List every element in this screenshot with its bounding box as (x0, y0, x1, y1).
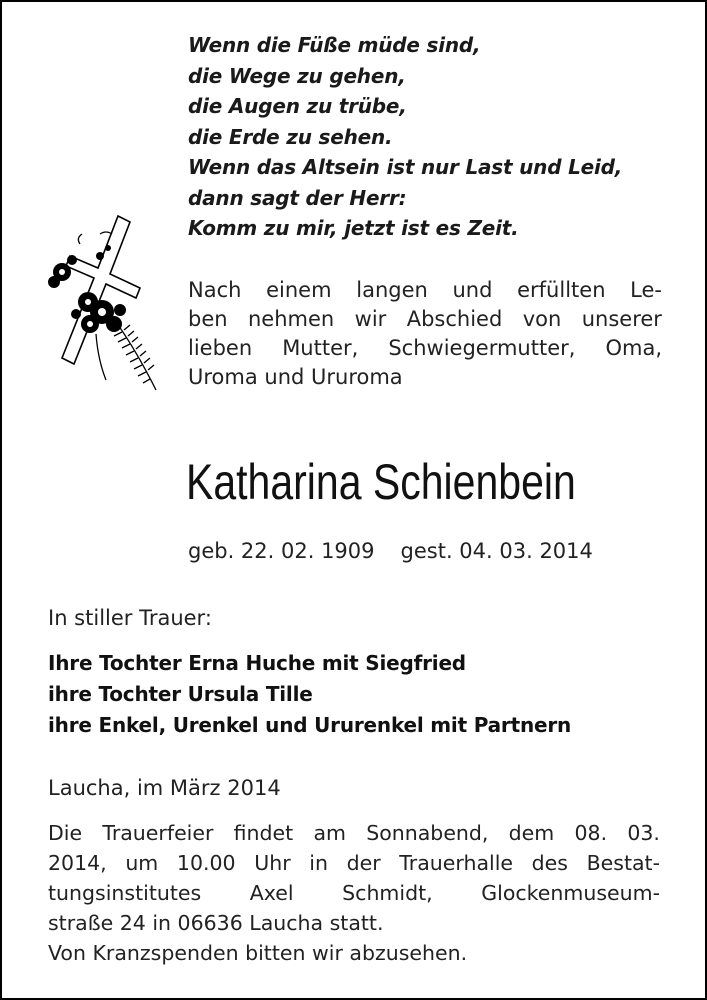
family-line: ihre Enkel, Urenkel und Ururenkel mit Partnern (48, 713, 572, 737)
word: in (309, 851, 328, 875)
funeral-line (48, 848, 660, 878)
word: Trauerhalle (399, 851, 514, 875)
word: Oma, (605, 336, 662, 360)
cross-with-roses-icon (40, 214, 162, 394)
word: Glockenmuseum- (481, 881, 660, 905)
family-line: Ihre Tochter Erna Huche mit Siegfried (48, 651, 466, 675)
word: Trauerfeier (102, 821, 214, 845)
family-list (48, 648, 571, 741)
word: Axel (249, 881, 294, 905)
funeral-line (48, 878, 660, 908)
word: Sonnabend, (366, 821, 489, 845)
word: Schmidt, (342, 881, 433, 905)
poem-line: die Wege zu gehen, (188, 63, 406, 88)
word: der (346, 851, 381, 875)
intro-line (188, 305, 662, 334)
poem-line: die Erde zu sehen. (188, 124, 393, 149)
word: lieben (188, 336, 253, 360)
word: dem (508, 821, 555, 845)
word: Abschied (406, 307, 503, 331)
word: Schwiegermutter, (388, 336, 576, 360)
word: Mutter, (282, 336, 359, 360)
word: 10.00 (176, 851, 236, 875)
word: Die (48, 821, 83, 845)
intro-line (188, 276, 662, 305)
poem-line: die Augen zu trübe, (188, 94, 407, 118)
poem-line: Komm zu mir, jetzt ist es Zeit. (188, 216, 519, 240)
poem-line: dann sagt der Herr: (188, 185, 407, 210)
word: findet (233, 821, 294, 845)
word: von (522, 307, 562, 331)
word: straße 24 in 06636 Laucha statt. (48, 911, 384, 935)
place-date: Laucha, im März 2014 (48, 776, 281, 800)
word: und (452, 278, 493, 302)
poem-line: Wenn das Altsein ist nur Last und Leid, (188, 155, 623, 179)
intro-text (188, 276, 662, 392)
word: Le- (630, 278, 662, 302)
birth-date: geb. 22. 02. 1909 (188, 539, 375, 563)
death-date: gest. 04. 03. 2014 (400, 539, 593, 563)
word: unserer (581, 307, 662, 331)
word: Bestat- (586, 851, 660, 875)
funeral-info (48, 818, 660, 968)
word: ben (188, 307, 228, 331)
word: am (313, 821, 346, 845)
word: Nach (188, 278, 242, 302)
word: 03. (627, 821, 660, 845)
intro-line (188, 363, 662, 392)
word: Uroma und Ururoma (188, 365, 403, 389)
funeral-line (48, 908, 660, 938)
word: langen (356, 278, 428, 302)
life-dates (188, 536, 593, 566)
word: wir (354, 307, 387, 331)
word: erfüllten (517, 278, 606, 302)
word: Von Kranzspenden bitten wir abzusehen. (48, 941, 468, 965)
family-line: ihre Tochter Ursula Tille (48, 682, 313, 706)
word: einem (266, 278, 332, 302)
poem-line: Wenn die Füße müde sind, (188, 33, 481, 57)
word: Uhr (254, 851, 291, 875)
intro-line (188, 334, 662, 363)
word: des (531, 851, 568, 875)
funeral-line (48, 818, 660, 848)
word: 08. (574, 821, 608, 845)
word: 2014, (48, 851, 107, 875)
word: tungsinstitutes (48, 881, 202, 905)
deceased-name: Katharina Schienbein (186, 454, 576, 510)
funeral-line (48, 938, 660, 968)
mourning-label: In stiller Trauer: (48, 606, 212, 630)
word: um (125, 851, 159, 875)
memorial-poem (188, 30, 622, 244)
word: nehmen (247, 307, 335, 331)
